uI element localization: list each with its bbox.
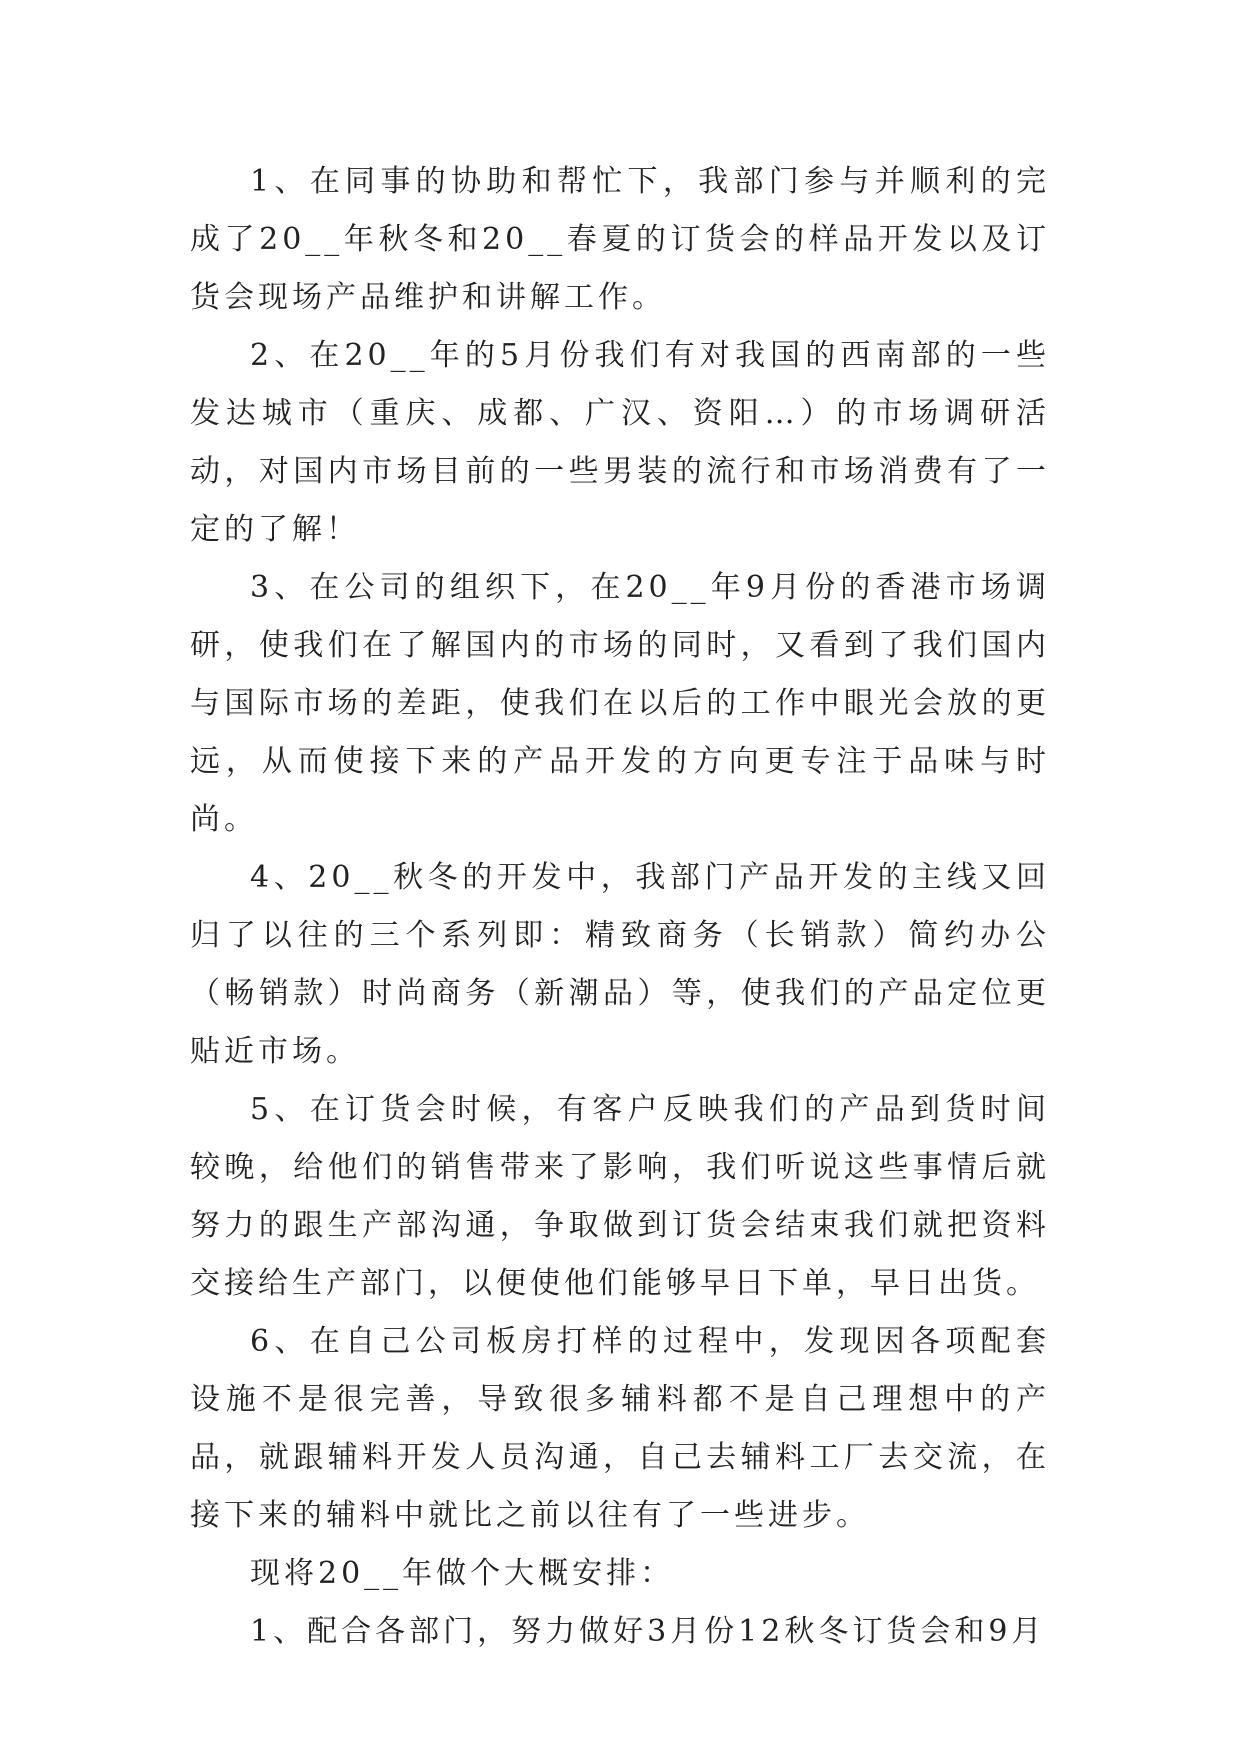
- paragraph: 1、配合各部门，努力做好3月份12秋冬订货会和9月: [250, 1614, 1046, 1649]
- paragraph: 1、在同事的协助和帮忙下，我部门参与并顺利的完成了20__年秋冬和20__春夏的订货会的样品开发以及订货会现场产品维护和讲解工作。: [190, 164, 1050, 315]
- document-body: [190, 153, 1050, 1661]
- paragraph: 3、在公司的组织下，在20__年9月份的香港市场调研，使我们在了解国内的市场的同时，又看到了我们国内与国际市场的差距，使我们在以后的工作中眼光会放的更远，从而使接下来的产品开发的方向更专注于品味与时尚。: [190, 570, 1050, 837]
- paragraph: 2、在20__年的5月份我们有对我国的西南部的一些发达城市（重庆、成都、广汉、资阳…）的市场调研活动，对国内市场目前的一些男装的流行和市场消费有了一定的了解！: [190, 338, 1050, 547]
- paragraph: 6、在自己公司板房打样的过程中，发现因各项配套设施不是很完善，导致很多辅料都不是自己理想中的产品，就跟辅料开发人员沟通，自己去辅料工厂去交流，在接下来的辅料中就比之前以往有了一些进步。: [190, 1324, 1050, 1533]
- paragraph: 4、20__秋冬的开发中，我部门产品开发的主线又回归了以往的三个系列即：精致商务（长销款）简约办公（畅销款）时尚商务（新潮品）等，使我们的产品定位更贴近市场。: [190, 860, 1050, 1069]
- paragraph: 现将20__年做个大概安排：: [250, 1556, 675, 1591]
- paragraph: 5、在订货会时候，有客户反映我们的产品到货时间较晚，给他们的销售带来了影响，我们听说这些事情后就努力的跟生产部沟通，争取做到订货会结束我们就把资料交接给生产部门，以便使他们能够早日下单，早日出货。: [190, 1092, 1050, 1301]
